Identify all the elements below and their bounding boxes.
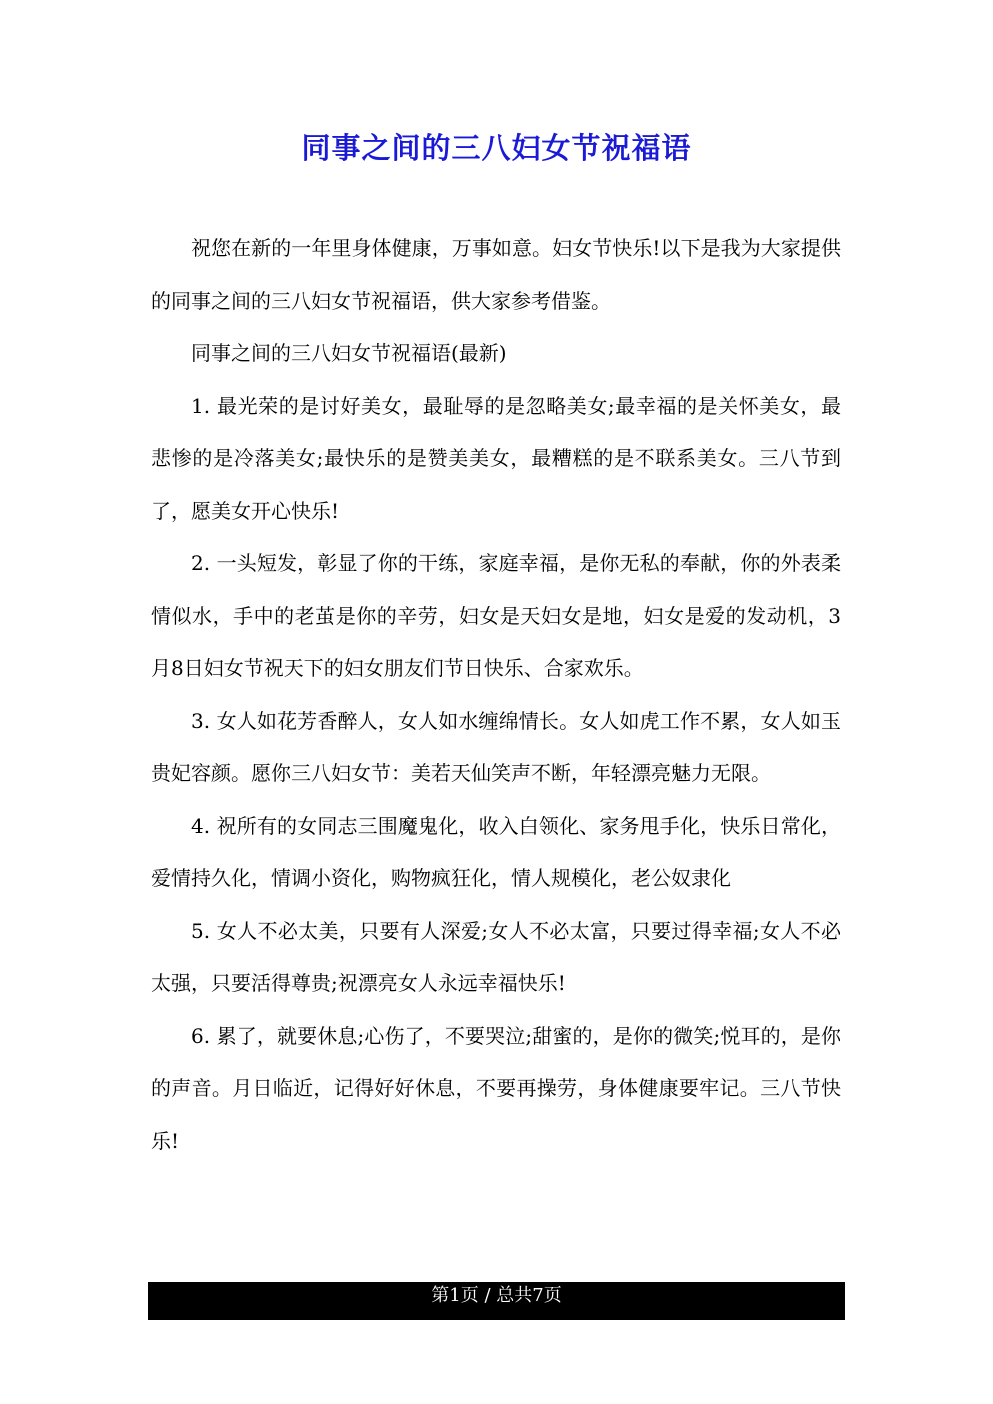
document-title: 同事之间的三八妇女节祝福语 [301, 131, 692, 165]
intro-paragraph: 祝您在新的一年里身体健康，万事如意。妇女节快乐!以下是我为大家提供的同事之间的三八妇女节祝福语，供大家参考借鉴。 [151, 236, 841, 313]
list-item: 3. 女人如花芳香醉人，女人如水缠绵情长。女人如虎工作不累，女人如玉贵妃容颜。愿你三八妇女节：美若天仙笑声不断，年轻漂亮魅力无限。 [151, 708, 841, 785]
list-item: 4. 祝所有的女同志三围魔鬼化，收入白领化、家务甩手化，快乐日常化，爱情持久化，情调小资化，购物疯狂化，情人规模化，老公奴隶化 [151, 813, 841, 890]
list-item: 5. 女人不必太美，只要有人深爱;女人不必太富，只要过得幸福;女人不必太强，只要活得尊贵;祝漂亮女人永远幸福快乐! [151, 918, 841, 995]
page-footer-bar [148, 1282, 845, 1320]
page-indicator: 第1页 / 总共7页 [431, 1285, 562, 1306]
list-item: 1. 最光荣的是讨好美女，最耻辱的是忽略美女;最幸福的是关怀美女，最悲惨的是冷落美女;最快乐的是赞美美女，最糟糕的是不联系美女。三八节到了，愿美女开心快乐! [151, 393, 841, 523]
document-body [151, 222, 841, 1167]
list-item: 2. 一头短发，彰显了你的干练，家庭幸福，是你无私的奉献，你的外表柔情似水，手中的老茧是你的辛劳，妇女是天妇女是地，妇女是爱的发动机，3月8日妇女节祝天下的妇女朋友们节日快乐、合家欢乐。 [151, 551, 841, 680]
list-item: 6. 累了，就要休息;心伤了，不要哭泣;甜蜜的，是你的微笑;悦耳的，是你的声音。月日临近，记得好好休息，不要再操劳，身体健康要牢记。三八节快乐! [151, 1023, 841, 1153]
section-heading: 同事之间的三八妇女节祝福语(最新) [191, 341, 507, 365]
